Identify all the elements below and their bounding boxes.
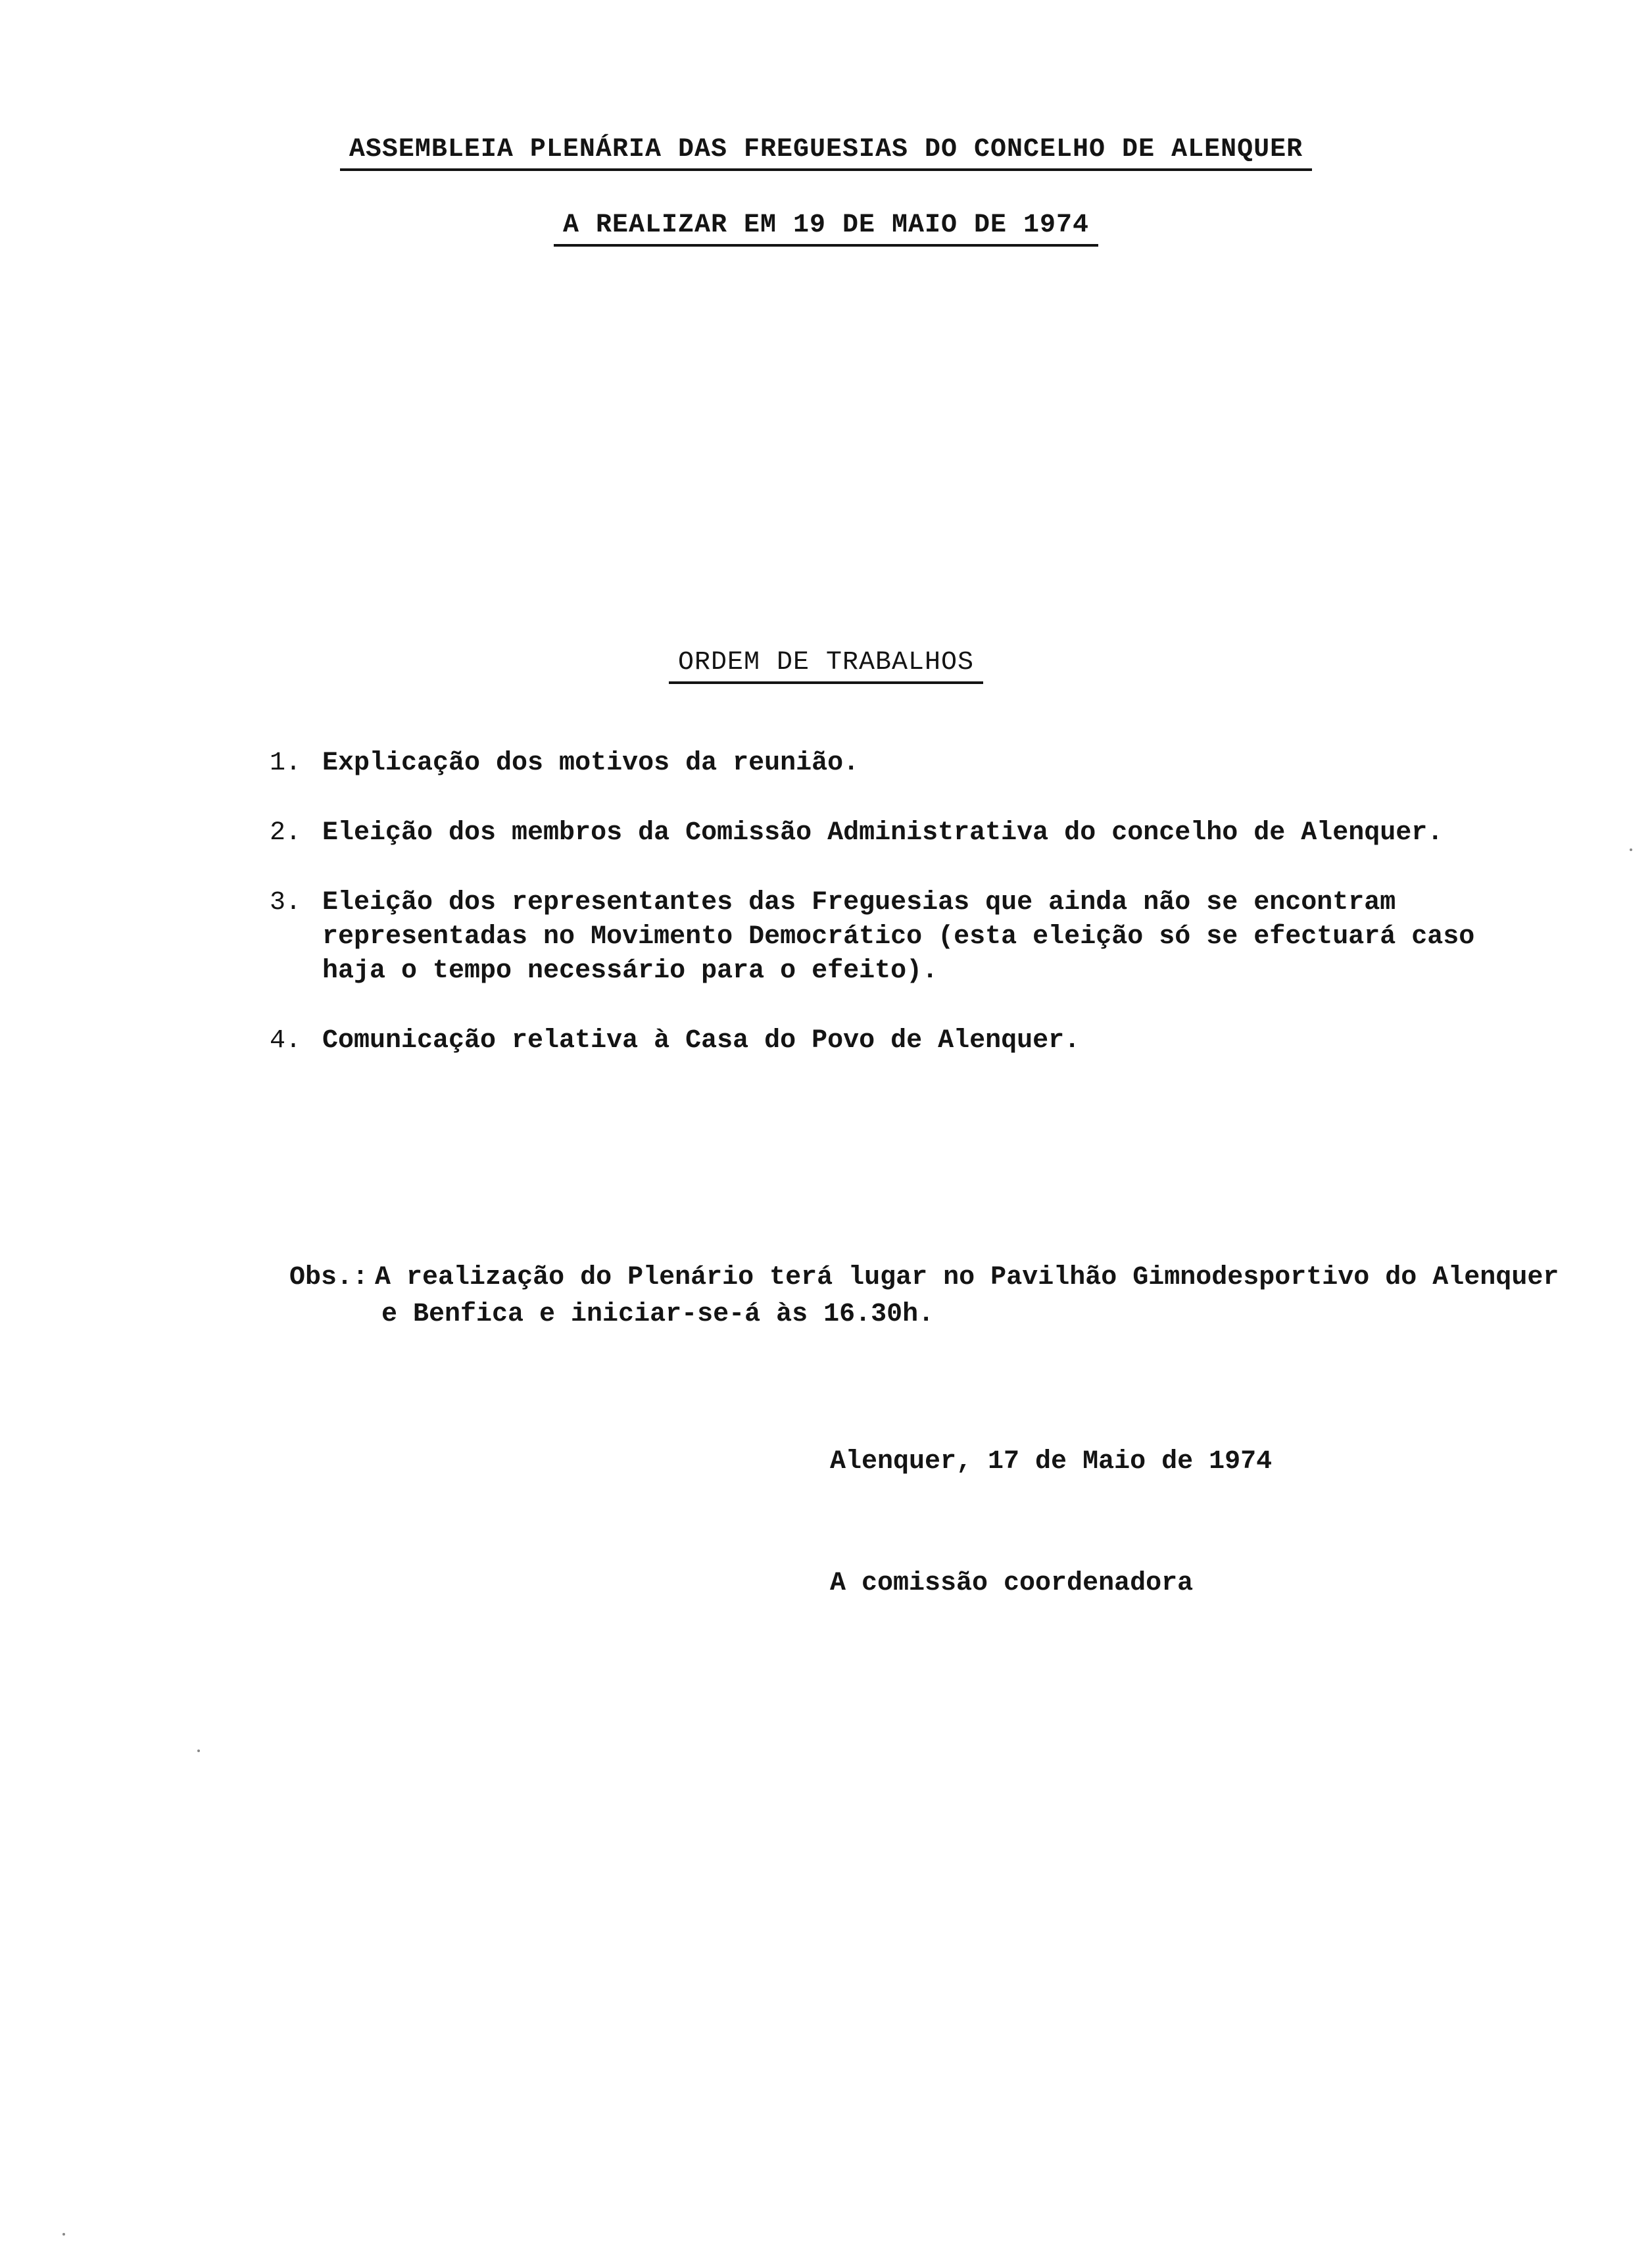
observation-text-line-1: A realização do Plenário terá lugar no Pavilhão Gimnodesportivo do Alenquer <box>375 1263 1559 1292</box>
observation-note <box>289 1260 1572 1333</box>
agenda-item-text: Eleição dos representantes das Freguesias que ainda não se encontram representadas no Movimento Democrático (esta eleição só se efectuará caso haja o tempo necessário para o efeito). <box>322 888 1475 986</box>
place-and-date: Alenquer, 17 de Maio de 1974 <box>830 1447 1273 1477</box>
observation-text-line-2: e Benfica e iniciar-se-á às 16.30h. <box>381 1300 935 1329</box>
agenda-heading-text: ORDEM DE TRABALHOS <box>669 648 983 684</box>
scan-speck <box>62 2233 65 2236</box>
agenda-item <box>270 816 1552 850</box>
document-subtitle <box>0 210 1652 247</box>
agenda-heading <box>0 648 1652 684</box>
agenda-item-number: 3. <box>270 888 302 918</box>
agenda-item-text: Eleição dos membros da Comissão Administrativa do concelho de Alenquer. <box>322 818 1444 848</box>
observation-label: Obs.: <box>289 1263 369 1292</box>
agenda-item <box>270 1024 1552 1058</box>
agenda-item <box>270 886 1552 989</box>
agenda-item-text: Explicação dos motivos da reunião. <box>322 748 860 778</box>
agenda-list <box>270 747 1552 1094</box>
document-title <box>0 135 1652 171</box>
agenda-item <box>270 747 1552 781</box>
agenda-item-text: Comunicação relativa à Casa do Povo de Alenquer. <box>322 1026 1081 1056</box>
agenda-item-number: 2. <box>270 818 302 848</box>
scan-speck <box>1630 848 1632 851</box>
agenda-item-number: 1. <box>270 748 302 778</box>
agenda-item-number: 4. <box>270 1026 302 1056</box>
signature: A comissão coordenadora <box>830 1569 1194 1598</box>
title-line-1: ASSEMBLEIA PLENÁRIA DAS FREGUESIAS DO CONCELHO DE ALENQUER <box>340 135 1312 171</box>
scan-speck <box>197 1750 200 1752</box>
title-line-2: A REALIZAR EM 19 DE MAIO DE 1974 <box>554 210 1098 247</box>
